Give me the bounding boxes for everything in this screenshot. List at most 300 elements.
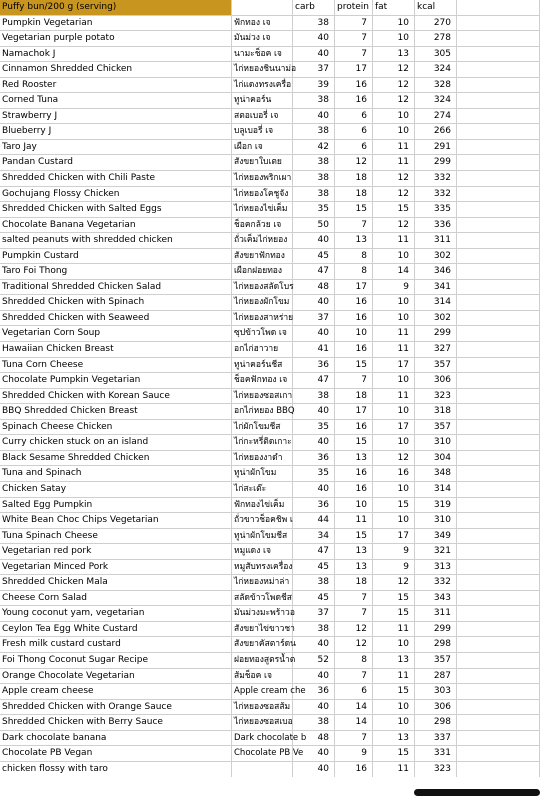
fat-cell[interactable]: 15 — [373, 202, 415, 218]
kcal-cell[interactable]: 314 — [415, 295, 457, 311]
kcal-cell[interactable]: 341 — [415, 280, 457, 296]
thai-name-cell[interactable]: ไก่สะเต๊ะ — [232, 482, 293, 498]
carb-cell[interactable]: 40 — [293, 746, 335, 762]
fat-cell[interactable]: 13 — [373, 731, 415, 747]
fat-cell[interactable]: 10 — [373, 295, 415, 311]
kcal-cell[interactable]: 305 — [415, 47, 457, 63]
empty-cell[interactable] — [457, 16, 540, 32]
kcal-cell[interactable]: 310 — [415, 435, 457, 451]
carb-cell[interactable]: 38 — [293, 155, 335, 171]
name-cell[interactable]: chicken flossy with taro — [0, 762, 232, 778]
empty-cell[interactable] — [457, 466, 540, 482]
kcal-cell[interactable]: 318 — [415, 404, 457, 420]
thai-name-cell[interactable]: ไก่หยองสาหร่าย — [232, 311, 293, 327]
protein-cell[interactable]: 15 — [335, 358, 373, 374]
fat-cell[interactable]: 9 — [373, 280, 415, 296]
thai-name-cell[interactable]: ฟักทองไข่เค็ม — [232, 498, 293, 514]
empty-cell[interactable] — [457, 280, 540, 296]
fat-cell[interactable]: 14 — [373, 264, 415, 280]
carb-cell[interactable]: 40 — [293, 31, 335, 47]
thai-name-cell[interactable]: หมูสับทรงเครื่อง — [232, 560, 293, 576]
header-name-cell[interactable]: Puffy bun/200 g (serving) — [0, 0, 232, 16]
thai-name-cell[interactable]: Chocolate PB Ve — [232, 746, 293, 762]
empty-cell[interactable] — [457, 342, 540, 358]
thai-name-cell[interactable]: ไก่หยองซอสส้ม — [232, 700, 293, 716]
empty-cell[interactable] — [457, 326, 540, 342]
fat-cell[interactable]: 12 — [373, 187, 415, 203]
carb-cell[interactable]: 45 — [293, 560, 335, 576]
thai-name-cell[interactable]: ไก่หยองงาดำ — [232, 451, 293, 467]
kcal-cell[interactable]: 323 — [415, 389, 457, 405]
thai-name-cell[interactable]: สังขยาใบเตย — [232, 155, 293, 171]
empty-cell[interactable] — [457, 653, 540, 669]
empty-cell[interactable] — [457, 358, 540, 374]
protein-cell[interactable]: 16 — [335, 482, 373, 498]
name-cell[interactable]: Black Sesame Shredded Chicken — [0, 451, 232, 467]
header-carb-cell[interactable]: carb — [293, 0, 335, 16]
thai-name-cell[interactable]: ไก่หยองไข่เค็ม — [232, 202, 293, 218]
empty-cell[interactable] — [457, 700, 540, 716]
empty-cell[interactable] — [457, 47, 540, 63]
protein-cell[interactable]: 6 — [335, 124, 373, 140]
carb-cell[interactable]: 40 — [293, 700, 335, 716]
carb-cell[interactable]: 40 — [293, 762, 335, 778]
carb-cell[interactable]: 40 — [293, 637, 335, 653]
thai-name-cell[interactable]: อกไก่หยอง BBQ — [232, 404, 293, 420]
fat-cell[interactable]: 12 — [373, 78, 415, 94]
protein-cell[interactable]: 13 — [335, 544, 373, 560]
carb-cell[interactable]: 52 — [293, 653, 335, 669]
name-cell[interactable]: Vegetarian Corn Soup — [0, 326, 232, 342]
empty-cell[interactable] — [457, 295, 540, 311]
kcal-cell[interactable]: 299 — [415, 326, 457, 342]
name-cell[interactable]: Cinnamon Shredded Chicken — [0, 62, 232, 78]
kcal-cell[interactable]: 270 — [415, 16, 457, 32]
thai-name-cell[interactable]: บลูเบอรี่ เจ — [232, 124, 293, 140]
name-cell[interactable]: Dark chocolate banana — [0, 731, 232, 747]
empty-cell[interactable] — [457, 715, 540, 731]
carb-cell[interactable]: 37 — [293, 311, 335, 327]
header-protein-cell[interactable]: protein — [335, 0, 373, 16]
empty-cell[interactable] — [457, 78, 540, 94]
kcal-cell[interactable]: 343 — [415, 591, 457, 607]
carb-cell[interactable]: 44 — [293, 513, 335, 529]
horizontal-scrollbar[interactable] — [414, 789, 540, 796]
name-cell[interactable]: salted peanuts with shredded chicken — [0, 233, 232, 249]
protein-cell[interactable]: 13 — [335, 233, 373, 249]
empty-cell[interactable] — [457, 31, 540, 47]
protein-cell[interactable]: 12 — [335, 155, 373, 171]
protein-cell[interactable]: 16 — [335, 311, 373, 327]
carb-cell[interactable]: 45 — [293, 591, 335, 607]
protein-cell[interactable]: 14 — [335, 715, 373, 731]
protein-cell[interactable]: 7 — [335, 31, 373, 47]
carb-cell[interactable]: 38 — [293, 93, 335, 109]
fat-cell[interactable]: 11 — [373, 155, 415, 171]
name-cell[interactable]: Vegetarian red pork — [0, 544, 232, 560]
name-cell[interactable]: Tuna Spinach Cheese — [0, 529, 232, 545]
fat-cell[interactable]: 15 — [373, 498, 415, 514]
carb-cell[interactable]: 35 — [293, 420, 335, 436]
kcal-cell[interactable]: 327 — [415, 342, 457, 358]
fat-cell[interactable]: 12 — [373, 171, 415, 187]
protein-cell[interactable]: 7 — [335, 591, 373, 607]
empty-cell[interactable] — [457, 513, 540, 529]
thai-name-cell[interactable]: สังขยาไข่ขาวชา — [232, 622, 293, 638]
fat-cell[interactable]: 13 — [373, 653, 415, 669]
thai-name-cell[interactable]: อกไก่ฮาวาย — [232, 342, 293, 358]
thai-name-cell[interactable]: สตอเบอรี่ เจ — [232, 109, 293, 125]
thai-name-cell[interactable]: ไก่หยองซอสเกา — [232, 389, 293, 405]
kcal-cell[interactable]: 298 — [415, 637, 457, 653]
carb-cell[interactable]: 38 — [293, 389, 335, 405]
fat-cell[interactable]: 11 — [373, 389, 415, 405]
fat-cell[interactable]: 17 — [373, 420, 415, 436]
carb-cell[interactable]: 40 — [293, 482, 335, 498]
protein-cell[interactable]: 18 — [335, 187, 373, 203]
thai-name-cell[interactable]: ไก่หยองซอสเบอ — [232, 715, 293, 731]
thai-name-cell[interactable]: นามะช็อค เจ — [232, 47, 293, 63]
kcal-cell[interactable]: 274 — [415, 109, 457, 125]
carb-cell[interactable]: 40 — [293, 233, 335, 249]
thai-name-cell[interactable]: ไก่หยองชินนาม่อ — [232, 62, 293, 78]
carb-cell[interactable]: 38 — [293, 575, 335, 591]
empty-cell[interactable] — [457, 746, 540, 762]
carb-cell[interactable]: 34 — [293, 529, 335, 545]
protein-cell[interactable]: 18 — [335, 575, 373, 591]
kcal-cell[interactable]: 291 — [415, 140, 457, 156]
thai-name-cell[interactable]: เผือก เจ — [232, 140, 293, 156]
name-cell[interactable]: Tuna and Spinach — [0, 466, 232, 482]
protein-cell[interactable]: 17 — [335, 62, 373, 78]
kcal-cell[interactable]: 332 — [415, 575, 457, 591]
name-cell[interactable]: Pandan Custard — [0, 155, 232, 171]
kcal-cell[interactable]: 314 — [415, 482, 457, 498]
protein-cell[interactable]: 13 — [335, 560, 373, 576]
kcal-cell[interactable]: 357 — [415, 653, 457, 669]
kcal-cell[interactable]: 302 — [415, 249, 457, 265]
fat-cell[interactable]: 10 — [373, 700, 415, 716]
fat-cell[interactable]: 17 — [373, 358, 415, 374]
carb-cell[interactable]: 38 — [293, 187, 335, 203]
thai-name-cell[interactable]: ทูน่าคอร์น — [232, 93, 293, 109]
name-cell[interactable]: Spinach Cheese Chicken — [0, 420, 232, 436]
protein-cell[interactable]: 7 — [335, 669, 373, 685]
protein-cell[interactable]: 16 — [335, 78, 373, 94]
fat-cell[interactable]: 11 — [373, 326, 415, 342]
fat-cell[interactable]: 9 — [373, 544, 415, 560]
name-cell[interactable]: Young coconut yam, vegetarian — [0, 606, 232, 622]
protein-cell[interactable]: 16 — [335, 762, 373, 778]
name-cell[interactable]: Traditional Shredded Chicken Salad — [0, 280, 232, 296]
kcal-cell[interactable]: 298 — [415, 715, 457, 731]
empty-cell[interactable] — [457, 171, 540, 187]
protein-cell[interactable]: 8 — [335, 264, 373, 280]
kcal-cell[interactable]: 332 — [415, 187, 457, 203]
protein-cell[interactable]: 8 — [335, 653, 373, 669]
kcal-cell[interactable]: 349 — [415, 529, 457, 545]
carb-cell[interactable]: 48 — [293, 731, 335, 747]
name-cell[interactable]: Chicken Satay — [0, 482, 232, 498]
thai-name-cell[interactable]: ไก่หยองพริกเผา — [232, 171, 293, 187]
empty-cell[interactable] — [457, 669, 540, 685]
empty-cell[interactable] — [457, 404, 540, 420]
thai-name-cell[interactable]: Dark chocolate b — [232, 731, 293, 747]
protein-cell[interactable]: 8 — [335, 249, 373, 265]
protein-cell[interactable]: 6 — [335, 684, 373, 700]
thai-name-cell[interactable] — [232, 762, 293, 778]
kcal-cell[interactable]: 337 — [415, 731, 457, 747]
kcal-cell[interactable]: 321 — [415, 544, 457, 560]
name-cell[interactable]: Shredded Chicken with Seaweed — [0, 311, 232, 327]
empty-cell[interactable] — [457, 140, 540, 156]
thai-name-cell[interactable]: ไก่หยองผักโขม — [232, 295, 293, 311]
carb-cell[interactable]: 36 — [293, 498, 335, 514]
kcal-cell[interactable]: 306 — [415, 373, 457, 389]
carb-cell[interactable]: 35 — [293, 466, 335, 482]
carb-cell[interactable]: 40 — [293, 109, 335, 125]
carb-cell[interactable]: 50 — [293, 218, 335, 234]
kcal-cell[interactable]: 319 — [415, 498, 457, 514]
carb-cell[interactable]: 42 — [293, 140, 335, 156]
protein-cell[interactable]: 16 — [335, 93, 373, 109]
protein-cell[interactable]: 16 — [335, 466, 373, 482]
kcal-cell[interactable]: 332 — [415, 171, 457, 187]
fat-cell[interactable]: 15 — [373, 591, 415, 607]
fat-cell[interactable]: 12 — [373, 93, 415, 109]
name-cell[interactable]: Curry chicken stuck on an island — [0, 435, 232, 451]
protein-cell[interactable]: 18 — [335, 389, 373, 405]
kcal-cell[interactable]: 310 — [415, 513, 457, 529]
empty-cell[interactable] — [457, 435, 540, 451]
kcal-cell[interactable]: 348 — [415, 466, 457, 482]
name-cell[interactable]: Blueberry J — [0, 124, 232, 140]
thai-name-cell[interactable]: Apple cream che — [232, 684, 293, 700]
protein-cell[interactable]: 9 — [335, 746, 373, 762]
kcal-cell[interactable]: 306 — [415, 700, 457, 716]
thai-name-cell[interactable]: ไก่แดงทรงเครื่อ — [232, 78, 293, 94]
kcal-cell[interactable]: 311 — [415, 606, 457, 622]
protein-cell[interactable]: 18 — [335, 171, 373, 187]
kcal-cell[interactable]: 303 — [415, 684, 457, 700]
carb-cell[interactable]: 38 — [293, 16, 335, 32]
fat-cell[interactable]: 10 — [373, 109, 415, 125]
empty-cell[interactable] — [457, 560, 540, 576]
protein-cell[interactable]: 16 — [335, 420, 373, 436]
name-cell[interactable]: Strawberry J — [0, 109, 232, 125]
carb-cell[interactable]: 47 — [293, 544, 335, 560]
carb-cell[interactable]: 40 — [293, 326, 335, 342]
empty-cell[interactable] — [457, 482, 540, 498]
protein-cell[interactable]: 14 — [335, 700, 373, 716]
fat-cell[interactable]: 10 — [373, 482, 415, 498]
protein-cell[interactable]: 10 — [335, 326, 373, 342]
empty-cell[interactable] — [457, 218, 540, 234]
protein-cell[interactable]: 7 — [335, 218, 373, 234]
carb-cell[interactable]: 36 — [293, 451, 335, 467]
name-cell[interactable]: Shredded Chicken with Salted Eggs — [0, 202, 232, 218]
protein-cell[interactable]: 10 — [335, 498, 373, 514]
carb-cell[interactable]: 38 — [293, 622, 335, 638]
carb-cell[interactable]: 37 — [293, 606, 335, 622]
protein-cell[interactable]: 15 — [335, 529, 373, 545]
thai-name-cell[interactable]: เผือกฝอยทอง — [232, 264, 293, 280]
name-cell[interactable]: Apple cream cheese — [0, 684, 232, 700]
thai-name-cell[interactable]: สังขยาฟักทอง — [232, 249, 293, 265]
thai-name-cell[interactable]: ทูน่าผักโขม — [232, 466, 293, 482]
name-cell[interactable]: BBQ Shredded Chicken Breast — [0, 404, 232, 420]
carb-cell[interactable]: 40 — [293, 669, 335, 685]
name-cell[interactable]: Tuna Corn Cheese — [0, 358, 232, 374]
empty-cell[interactable] — [457, 389, 540, 405]
empty-cell[interactable] — [457, 109, 540, 125]
kcal-cell[interactable]: 304 — [415, 451, 457, 467]
carb-cell[interactable]: 48 — [293, 280, 335, 296]
empty-cell[interactable] — [457, 187, 540, 203]
fat-cell[interactable]: 11 — [373, 762, 415, 778]
empty-cell[interactable] — [457, 498, 540, 514]
thai-name-cell[interactable]: ช็อคฟักทอง เจ — [232, 373, 293, 389]
thai-name-cell[interactable]: หมูแดง เจ — [232, 544, 293, 560]
empty-cell[interactable] — [457, 637, 540, 653]
protein-cell[interactable]: 7 — [335, 47, 373, 63]
name-cell[interactable]: Shredded Chicken with Spinach — [0, 295, 232, 311]
name-cell[interactable]: Namachok J — [0, 47, 232, 63]
carb-cell[interactable]: 40 — [293, 435, 335, 451]
kcal-cell[interactable]: 287 — [415, 669, 457, 685]
thai-name-cell[interactable]: สังขยาคัสตาร์ดน — [232, 637, 293, 653]
empty-cell[interactable] — [457, 420, 540, 436]
kcal-cell[interactable]: 324 — [415, 93, 457, 109]
protein-cell[interactable]: 7 — [335, 731, 373, 747]
kcal-cell[interactable]: 331 — [415, 746, 457, 762]
thai-name-cell[interactable]: ฟักทอง เจ — [232, 16, 293, 32]
empty-cell[interactable] — [457, 529, 540, 545]
fat-cell[interactable]: 11 — [373, 669, 415, 685]
empty-cell[interactable] — [457, 762, 540, 778]
protein-cell[interactable]: 12 — [335, 622, 373, 638]
name-cell[interactable]: Shredded Chicken Mala — [0, 575, 232, 591]
fat-cell[interactable]: 17 — [373, 529, 415, 545]
name-cell[interactable]: Cheese Corn Salad — [0, 591, 232, 607]
empty-cell[interactable] — [457, 575, 540, 591]
thai-name-cell[interactable]: มันม่วง เจ — [232, 31, 293, 47]
thai-name-cell[interactable]: ไก่หยองโคชูจัง — [232, 187, 293, 203]
name-cell[interactable]: Vegetarian purple potato — [0, 31, 232, 47]
fat-cell[interactable]: 10 — [373, 404, 415, 420]
fat-cell[interactable]: 15 — [373, 746, 415, 762]
kcal-cell[interactable]: 346 — [415, 264, 457, 280]
protein-cell[interactable]: 13 — [335, 451, 373, 467]
name-cell[interactable]: Chocolate Banana Vegetarian — [0, 218, 232, 234]
empty-cell[interactable] — [457, 544, 540, 560]
carb-cell[interactable]: 45 — [293, 249, 335, 265]
fat-cell[interactable]: 10 — [373, 311, 415, 327]
name-cell[interactable]: Taro Foi Thong — [0, 264, 232, 280]
fat-cell[interactable]: 12 — [373, 575, 415, 591]
empty-cell[interactable] — [457, 684, 540, 700]
fat-cell[interactable]: 11 — [373, 342, 415, 358]
name-cell[interactable]: Hawaiian Chicken Breast — [0, 342, 232, 358]
protein-cell[interactable]: 7 — [335, 373, 373, 389]
carb-cell[interactable]: 47 — [293, 264, 335, 280]
name-cell[interactable]: Pumpkin Custard — [0, 249, 232, 265]
fat-cell[interactable]: 11 — [373, 140, 415, 156]
fat-cell[interactable]: 10 — [373, 435, 415, 451]
name-cell[interactable]: Foi Thong Coconut Sugar Recipe — [0, 653, 232, 669]
kcal-cell[interactable]: 311 — [415, 233, 457, 249]
fat-cell[interactable]: 12 — [373, 451, 415, 467]
carb-cell[interactable]: 40 — [293, 47, 335, 63]
empty-cell[interactable] — [457, 93, 540, 109]
empty-cell[interactable] — [457, 155, 540, 171]
protein-cell[interactable]: 7 — [335, 16, 373, 32]
kcal-cell[interactable]: 336 — [415, 218, 457, 234]
thai-name-cell[interactable]: ไก่หยองสลัดโบร — [232, 280, 293, 296]
name-cell[interactable]: Shredded Chicken with Korean Sauce — [0, 389, 232, 405]
thai-name-cell[interactable]: ส้มช็อค เจ — [232, 669, 293, 685]
thai-name-cell[interactable]: ทูน่าคอร์นชีส — [232, 358, 293, 374]
empty-cell[interactable] — [457, 591, 540, 607]
name-cell[interactable]: Orange Chocolate Vegetarian — [0, 669, 232, 685]
kcal-cell[interactable]: 278 — [415, 31, 457, 47]
name-cell[interactable]: Chocolate PB Vegan — [0, 746, 232, 762]
fat-cell[interactable]: 16 — [373, 466, 415, 482]
fat-cell[interactable]: 15 — [373, 606, 415, 622]
empty-cell[interactable] — [457, 233, 540, 249]
empty-cell[interactable] — [457, 311, 540, 327]
protein-cell[interactable]: 16 — [335, 295, 373, 311]
fat-cell[interactable]: 10 — [373, 249, 415, 265]
empty-cell[interactable] — [457, 264, 540, 280]
carb-cell[interactable]: 38 — [293, 715, 335, 731]
thai-name-cell[interactable]: มันม่วงมะพร้าวอ — [232, 606, 293, 622]
empty-cell[interactable] — [457, 124, 540, 140]
empty-cell[interactable] — [457, 249, 540, 265]
carb-cell[interactable]: 40 — [293, 295, 335, 311]
header-fat-cell[interactable]: fat — [373, 0, 415, 16]
carb-cell[interactable]: 37 — [293, 62, 335, 78]
name-cell[interactable]: Chocolate Pumpkin Vegetarian — [0, 373, 232, 389]
name-cell[interactable]: Shredded Chicken with Chili Paste — [0, 171, 232, 187]
fat-cell[interactable]: 10 — [373, 513, 415, 529]
name-cell[interactable]: Fresh milk custard custard — [0, 637, 232, 653]
kcal-cell[interactable]: 357 — [415, 358, 457, 374]
protein-cell[interactable]: 7 — [335, 606, 373, 622]
protein-cell[interactable]: 6 — [335, 140, 373, 156]
thai-name-cell[interactable]: ซุปข้าวโพด เจ — [232, 326, 293, 342]
fat-cell[interactable]: 10 — [373, 715, 415, 731]
fat-cell[interactable]: 10 — [373, 637, 415, 653]
thai-name-cell[interactable]: สลัดข้าวโพดชีส — [232, 591, 293, 607]
fat-cell[interactable]: 10 — [373, 31, 415, 47]
name-cell[interactable]: Red Rooster — [0, 78, 232, 94]
thai-name-cell[interactable]: ทูน่าผักโขมชีส — [232, 529, 293, 545]
name-cell[interactable]: Salted Egg Pumpkin — [0, 498, 232, 514]
thai-name-cell[interactable]: ไก่กะหรี่ติดเกาะ — [232, 435, 293, 451]
fat-cell[interactable]: 11 — [373, 233, 415, 249]
thai-name-cell[interactable]: ถั่วขาวช็อคชิพ เ — [232, 513, 293, 529]
kcal-cell[interactable]: 313 — [415, 560, 457, 576]
carb-cell[interactable]: 39 — [293, 78, 335, 94]
protein-cell[interactable]: 12 — [335, 637, 373, 653]
fat-cell[interactable]: 10 — [373, 373, 415, 389]
empty-cell[interactable] — [457, 731, 540, 747]
fat-cell[interactable]: 12 — [373, 218, 415, 234]
empty-cell[interactable] — [457, 202, 540, 218]
protein-cell[interactable]: 15 — [335, 435, 373, 451]
kcal-cell[interactable]: 357 — [415, 420, 457, 436]
